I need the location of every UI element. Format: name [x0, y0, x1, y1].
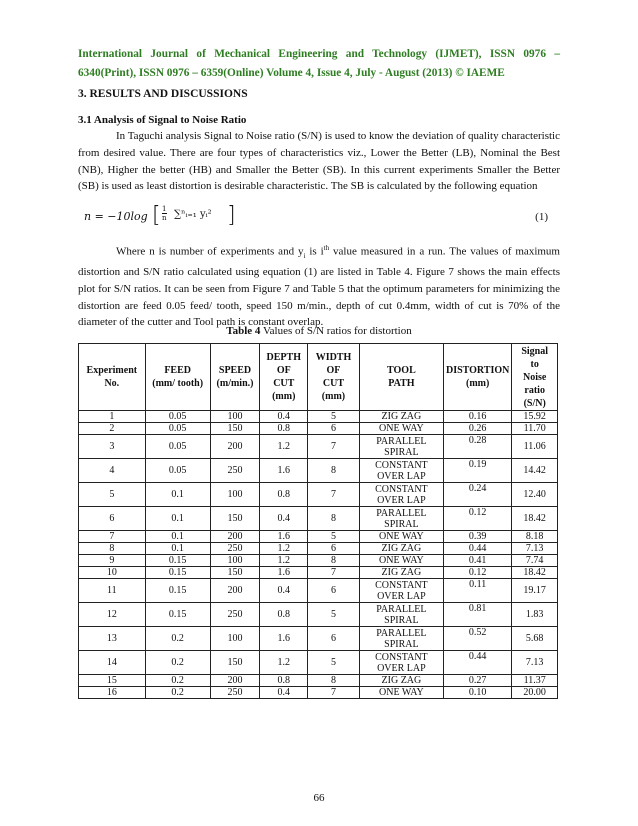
table-cell: 1	[79, 411, 146, 423]
table-cell	[359, 603, 443, 627]
journal-header-line1: International Journal of Mechanical Engineering and Technology (IJMET), ISSN 0976 –	[78, 48, 560, 60]
table-cell: 0.15	[145, 555, 210, 567]
column-header-line: to	[530, 358, 539, 370]
column-header	[359, 344, 443, 411]
column-header-line: OF	[326, 365, 341, 376]
table-cell: 150	[210, 567, 260, 579]
table-cell	[359, 435, 443, 459]
tool-path-line: PARALLEL	[376, 603, 427, 615]
table-cell: 250	[210, 459, 260, 483]
table-cell: 7	[79, 531, 146, 543]
table-cell: 0.12	[443, 567, 511, 579]
table-cell: 100	[210, 555, 260, 567]
column-header-line: DEPTH	[266, 352, 301, 363]
table-cell: 8	[79, 543, 146, 555]
column-header	[210, 344, 260, 411]
table-cell: 0.11	[443, 579, 511, 603]
table-cell: ZIG ZAG	[359, 543, 443, 555]
table-cell: 10	[79, 567, 146, 579]
table-cell: 5	[308, 651, 360, 675]
equation-fraction	[162, 205, 167, 222]
table-cell: 0.1	[145, 507, 210, 531]
table-cell: 6	[308, 627, 360, 651]
tool-path-line: SPIRAL	[384, 614, 419, 626]
page-number: 66	[313, 792, 325, 804]
table-cell: 0.2	[145, 687, 210, 699]
column-header	[512, 344, 558, 411]
table-cell: 100	[210, 627, 260, 651]
tool-path-line: PARALLEL	[376, 627, 427, 639]
column-header-line: PATH	[388, 378, 415, 389]
table-cell: 2	[79, 423, 146, 435]
table-cell: 150	[210, 423, 260, 435]
table-cell: ZIG ZAG	[359, 567, 443, 579]
header-row	[79, 344, 558, 411]
table-cell: 0.24	[443, 483, 511, 507]
table-cell: 200	[210, 675, 260, 687]
table-cell: 14.42	[512, 459, 558, 483]
paragraph-2-sub: i	[303, 251, 306, 260]
table-cell: 7.74	[512, 555, 558, 567]
table-cell: 1.6	[260, 627, 308, 651]
column-header-line: Noise	[523, 371, 547, 383]
tool-path-line: OVER LAP	[377, 494, 426, 506]
table-row	[79, 675, 558, 687]
table-cell: 19.17	[512, 579, 558, 603]
table-cell: 250	[210, 603, 260, 627]
table-cell: 1.2	[260, 555, 308, 567]
column-header	[79, 344, 146, 411]
table-row	[79, 579, 558, 603]
table-cell: 11.70	[512, 423, 558, 435]
table-cell: 0.1	[145, 543, 210, 555]
table-cell: 0.05	[145, 435, 210, 459]
paragraph-2-sup: th	[323, 244, 330, 252]
tool-path-line: SPIRAL	[384, 446, 419, 458]
table-cell: 0.10	[443, 687, 511, 699]
table-cell: 6	[308, 543, 360, 555]
tool-path-line: CONSTANT	[375, 651, 428, 663]
table-row	[79, 567, 558, 579]
table-cell: 0.16	[443, 411, 511, 423]
table-row	[79, 411, 558, 423]
column-header-line: WIDTH	[315, 352, 352, 363]
equation-open-bracket: [	[152, 203, 161, 228]
column-header-line: (mm)	[321, 391, 346, 402]
table-cell	[359, 507, 443, 531]
paragraph-2	[78, 240, 560, 331]
table-cell: 18.42	[512, 507, 558, 531]
table-cell: 3	[79, 435, 146, 459]
column-header	[443, 344, 511, 411]
table-cell: 20.00	[512, 687, 558, 699]
table-cell: ONE WAY	[359, 531, 443, 543]
table-cell: 7	[308, 435, 360, 459]
column-header-line: ratio	[524, 384, 545, 396]
table-cell: 0.05	[145, 423, 210, 435]
table-cell: 0.52	[443, 627, 511, 651]
journal-header	[78, 45, 560, 83]
table-cell: 8	[308, 675, 360, 687]
table-cell: 1.2	[260, 651, 308, 675]
table-cell: 100	[210, 483, 260, 507]
table-row	[79, 603, 558, 627]
table-cell: 200	[210, 531, 260, 543]
column-header	[308, 344, 360, 411]
table-cell: 0.44	[443, 543, 511, 555]
tool-path-line: OVER LAP	[377, 470, 426, 482]
table-cell	[359, 651, 443, 675]
table-cell: 14	[79, 651, 146, 675]
table-cell: 0.2	[145, 675, 210, 687]
table-cell: ONE WAY	[359, 555, 443, 567]
table-cell: 100	[210, 411, 260, 423]
table-cell: 250	[210, 687, 260, 699]
table-cell: 0.19	[443, 459, 511, 483]
table-cell	[359, 579, 443, 603]
table-cell: 0.2	[145, 651, 210, 675]
table-cell: 13	[79, 627, 146, 651]
table-cell: 12.40	[512, 483, 558, 507]
table-cell	[359, 459, 443, 483]
table-cell: ONE WAY	[359, 423, 443, 435]
table-cell: 7	[308, 483, 360, 507]
table-body	[79, 411, 558, 699]
table-cell: 250	[210, 543, 260, 555]
tool-path-line: OVER LAP	[377, 590, 426, 602]
column-header-line: DISTORTION	[445, 365, 510, 376]
equation-sum: ∑ⁿᵢ₌₁ yᵢ²	[174, 209, 212, 220]
table-row	[79, 435, 558, 459]
table-cell: ONE WAY	[359, 687, 443, 699]
table-row	[79, 687, 558, 699]
column-header-line: (mm)	[272, 391, 296, 402]
table-cell: 8	[308, 459, 360, 483]
sn-ratio-table	[78, 343, 558, 699]
section-title: 3. RESULTS AND DISCUSSIONS	[78, 88, 248, 100]
table-cell: 0.28	[443, 435, 511, 459]
table-caption-text: Values of S/N ratios for distortion	[260, 325, 412, 337]
table-cell: ZIG ZAG	[359, 411, 443, 423]
column-header-line: SPEED	[218, 365, 252, 376]
table-cell: 0.15	[145, 603, 210, 627]
paragraph-2-part1: Where n is number of experiments and y	[116, 245, 304, 258]
table-cell: 12	[79, 603, 146, 627]
column-header-line: FEED	[164, 365, 191, 376]
table-cell: 5	[308, 603, 360, 627]
table-cell: ZIG ZAG	[359, 675, 443, 687]
table-cell: 0.4	[260, 687, 308, 699]
table-caption-label: Table 4	[226, 325, 261, 337]
table-row	[79, 423, 558, 435]
table-cell: 8	[308, 507, 360, 531]
equation	[84, 205, 560, 231]
table-cell: 15	[79, 675, 146, 687]
table-cell: 0.8	[260, 603, 308, 627]
column-header-line: CUT	[273, 378, 295, 389]
table-cell: 0.05	[145, 411, 210, 423]
column-header	[145, 344, 210, 411]
tool-path-line: CONSTANT	[375, 579, 428, 591]
table-cell: 7	[308, 687, 360, 699]
column-header-line: Signal	[521, 345, 549, 357]
table-cell: 0.15	[145, 567, 210, 579]
table-cell: 8.18	[512, 531, 558, 543]
column-header-line: (S/N)	[523, 397, 546, 409]
table-row	[79, 483, 558, 507]
table-cell: 5	[308, 411, 360, 423]
table-cell: 0.12	[443, 507, 511, 531]
tool-path-line: OVER LAP	[377, 662, 426, 674]
tool-path-line: SPIRAL	[384, 518, 419, 530]
column-header-line: (mm/ tooth)	[152, 378, 204, 389]
tool-path-line: CONSTANT	[375, 483, 428, 495]
table-cell: 0.15	[145, 579, 210, 603]
table-header	[79, 344, 558, 411]
table-cell: 1.2	[260, 435, 308, 459]
equation-close-bracket: ]	[227, 203, 236, 228]
table-row	[79, 543, 558, 555]
paragraph-1-text: In Taguchi analysis Signal to Noise ratio (S/N) is used to know the deviation of quality characteristic from desired value. There are four types of characteristics viz., Lower the Better (LB), Nominal the Best (NB), Higher the better (HB) and Smaller the Better (SB). In this current experiments Smaller the Better (SB) is used as least distortion is desirable characteristic. The SB is calculated by the following equation	[78, 130, 560, 193]
table-cell: 0.4	[260, 411, 308, 423]
table-cell: 7.13	[512, 543, 558, 555]
table-row	[79, 555, 558, 567]
table-cell: 150	[210, 651, 260, 675]
column-header-line: (mm)	[466, 378, 490, 389]
table-cell: 0.8	[260, 423, 308, 435]
table-cell: 0.81	[443, 603, 511, 627]
table-cell: 0.44	[443, 651, 511, 675]
table-cell: 7	[308, 567, 360, 579]
table-cell: 8	[308, 555, 360, 567]
table-cell: 0.4	[260, 507, 308, 531]
table-cell: 16	[79, 687, 146, 699]
table-cell: 4	[79, 459, 146, 483]
tool-path-line: PARALLEL	[376, 507, 427, 519]
column-header-line: (m/min.)	[216, 378, 254, 389]
tool-path-line: PARALLEL	[376, 435, 427, 447]
table-cell: 1.2	[260, 543, 308, 555]
paragraph-1	[78, 128, 560, 195]
table-cell: 15.92	[512, 411, 558, 423]
table-cell: 150	[210, 507, 260, 531]
equation-number: (1)	[535, 211, 548, 223]
paragraph-2-part2: is i	[305, 245, 324, 258]
table-cell: 1.6	[260, 531, 308, 543]
table-cell: 5	[79, 483, 146, 507]
table-cell: 9	[79, 555, 146, 567]
journal-header-line2: 6340(Print), ISSN 0976 – 6359(Online) Volume 4, Issue 4, July - August (2013) © IAEME	[78, 67, 505, 79]
equation-frac-num: 1	[162, 205, 167, 213]
table-cell: 1.6	[260, 459, 308, 483]
table-cell: 0.39	[443, 531, 511, 543]
subsection-title: 3.1 Analysis of Signal to Noise Ratio	[78, 114, 247, 126]
table-cell: 5	[308, 531, 360, 543]
table-cell: 0.8	[260, 483, 308, 507]
tool-path-line: CONSTANT	[375, 459, 428, 471]
table-cell: 7.13	[512, 651, 558, 675]
table-cell: 6	[308, 423, 360, 435]
paragraph-2-part3: value measured in a run. The values of maximum distortion and S/N ratio calculated using equation (1) are listed in Table 4. Figure 7 shows the main effects plot for S/N ratios. It can be seen from Figure 7 and Table 5 that the optimum parameters for minimizing the distortion are feed 0.05 feed/ tooth, speed 150 m/min., depth of cut 0.4mm, width of cut is 70% of the diameter of the cutter and Tool path is constant overlap.	[78, 245, 560, 329]
table-cell: 6	[308, 579, 360, 603]
table-cell: 1.83	[512, 603, 558, 627]
column-header-line: TOOL	[387, 365, 416, 376]
table-row	[79, 627, 558, 651]
table-cell: 200	[210, 579, 260, 603]
column-header-line: No.	[104, 378, 120, 389]
table-row	[79, 507, 558, 531]
table-cell: 1.6	[260, 567, 308, 579]
column-header	[260, 344, 308, 411]
table-cell: 11.37	[512, 675, 558, 687]
table-row	[79, 459, 558, 483]
table-row	[79, 531, 558, 543]
table-cell: 18.42	[512, 567, 558, 579]
tool-path-line: SPIRAL	[384, 638, 419, 650]
table-cell: 0.41	[443, 555, 511, 567]
table-cell: 0.1	[145, 531, 210, 543]
table-cell	[359, 627, 443, 651]
table-cell: 0.4	[260, 579, 308, 603]
column-header-line: Experiment	[86, 365, 138, 376]
table-cell: 0.8	[260, 675, 308, 687]
equation-frac-den: n	[162, 214, 167, 222]
column-header-line: CUT	[322, 378, 345, 389]
table-cell: 11	[79, 579, 146, 603]
table-cell: 0.26	[443, 423, 511, 435]
equation-lhs: n = −10log	[84, 210, 148, 223]
column-header-line: OF	[276, 365, 291, 376]
table-cell: 200	[210, 435, 260, 459]
table-cell	[359, 483, 443, 507]
table-cell: 0.27	[443, 675, 511, 687]
table-cell: 0.1	[145, 483, 210, 507]
table-caption	[0, 325, 638, 337]
table-cell: 6	[79, 507, 146, 531]
table-cell: 5.68	[512, 627, 558, 651]
table-cell: 0.05	[145, 459, 210, 483]
table-cell: 0.2	[145, 627, 210, 651]
table-cell: 11.06	[512, 435, 558, 459]
table-row	[79, 651, 558, 675]
